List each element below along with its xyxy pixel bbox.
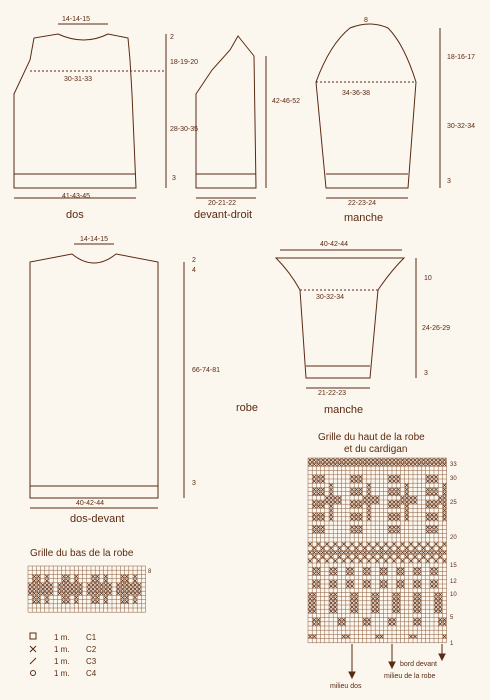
manche-robe-rib: 3 bbox=[424, 370, 428, 377]
legend-count-4: 1 m. bbox=[54, 669, 70, 678]
legend-row-3 bbox=[30, 657, 97, 666]
legend-swatch-c4 bbox=[31, 671, 36, 676]
grid-bottom-row-label: 8 bbox=[148, 569, 152, 575]
dos-chest: 30-31-33 bbox=[64, 76, 93, 83]
grid-top-row-label: 10 bbox=[450, 592, 457, 598]
arrow-label-bord-devant: bord devant bbox=[400, 661, 437, 668]
manche-robe-top: 40-42-44 bbox=[320, 241, 349, 248]
devant-width: 20-21-22 bbox=[208, 200, 237, 207]
manche-rib: 3 bbox=[447, 178, 451, 185]
piece-dos bbox=[14, 24, 166, 198]
devant-label: devant-droit bbox=[194, 209, 253, 221]
dos-shoulder: 14-14-15 bbox=[62, 16, 91, 23]
manche-robe-upper: 30-32-34 bbox=[316, 294, 345, 301]
legend-code-4: C4 bbox=[86, 669, 97, 678]
legend-code-3: C3 bbox=[86, 657, 97, 666]
legend-row-4 bbox=[31, 669, 97, 678]
robe-length: 66-74-81 bbox=[192, 367, 221, 374]
piece-robe bbox=[30, 244, 184, 508]
legend-swatch-c3 bbox=[30, 658, 36, 664]
robe-neck1: 2 bbox=[192, 257, 196, 264]
legend bbox=[30, 633, 97, 678]
robe-neck2: 4 bbox=[192, 267, 196, 274]
grid-top-row-label: 30 bbox=[450, 476, 457, 482]
manche-cap: 18-16-17 bbox=[447, 54, 476, 61]
legend-row-2 bbox=[30, 645, 97, 654]
robe-rib: 3 bbox=[192, 480, 196, 487]
legend-count-2: 1 m. bbox=[54, 645, 70, 654]
manche-top: 8 bbox=[364, 17, 368, 24]
piece-devant-droit bbox=[196, 36, 266, 198]
robe-shoulder: 14-14-15 bbox=[80, 236, 109, 243]
arrow-label-milieu-dos: milieu dos bbox=[330, 683, 362, 690]
manche-robe-cuff: 21-22-23 bbox=[318, 390, 347, 397]
manche-upper: 34-36-38 bbox=[342, 90, 371, 97]
dos-label: dos bbox=[66, 209, 84, 221]
grid-top-row-label: 1 bbox=[450, 641, 454, 647]
grid-top-row-label: 12 bbox=[450, 579, 457, 585]
grid-top-row-label: 20 bbox=[450, 535, 457, 541]
grid-top-title-2: et du cardigan bbox=[344, 444, 408, 455]
manche-robe-cap: 10 bbox=[424, 275, 432, 282]
legend-code-2: C2 bbox=[86, 645, 97, 654]
piece-manche-robe bbox=[276, 250, 416, 388]
manche-side: 30-32-34 bbox=[447, 123, 476, 130]
grid-bottom bbox=[28, 566, 146, 612]
devant-length: 42-46-52 bbox=[272, 98, 301, 105]
manche-robe-side: 24-26-29 bbox=[422, 325, 451, 332]
grid-top-row-label: 5 bbox=[450, 615, 454, 621]
piece-manche bbox=[316, 24, 440, 198]
grid-top-title-1: Grille du haut de la robe bbox=[318, 432, 425, 443]
grid-top-row-label: 25 bbox=[450, 500, 457, 506]
arrow-label-milieu-robe: milieu de la robe bbox=[384, 673, 436, 680]
legend-swatch-c1 bbox=[30, 633, 36, 639]
grid-top bbox=[308, 458, 447, 643]
legend-count-1: 1 m. bbox=[54, 633, 70, 642]
grid-top-row-label: 15 bbox=[450, 563, 457, 569]
dos-width: 41-43-45 bbox=[62, 193, 91, 200]
legend-row-1 bbox=[30, 633, 97, 642]
robe-width: 40-42-44 bbox=[76, 500, 105, 507]
manche-cuff: 22-23-24 bbox=[348, 200, 377, 207]
manche-label: manche bbox=[344, 212, 384, 224]
grid-bottom-title: Grille du bas de la robe bbox=[30, 548, 134, 559]
grid-top-row-label: 33 bbox=[450, 462, 457, 468]
legend-count-3: 1 m. bbox=[54, 657, 70, 666]
dos-armhole: 18-19-20 bbox=[170, 59, 199, 66]
dos-side: 28-30-35 bbox=[170, 126, 199, 133]
legend-code-1: C1 bbox=[86, 633, 97, 642]
robe-label: robe bbox=[236, 402, 259, 414]
robe-name: dos-devant bbox=[70, 513, 125, 525]
manche-robe-label: manche bbox=[324, 404, 364, 416]
dos-neck-depth: 2 bbox=[170, 34, 174, 41]
dos-rib: 3 bbox=[172, 175, 176, 182]
grid-top-row-labels bbox=[450, 462, 457, 647]
legend-swatch-c2 bbox=[30, 646, 36, 652]
